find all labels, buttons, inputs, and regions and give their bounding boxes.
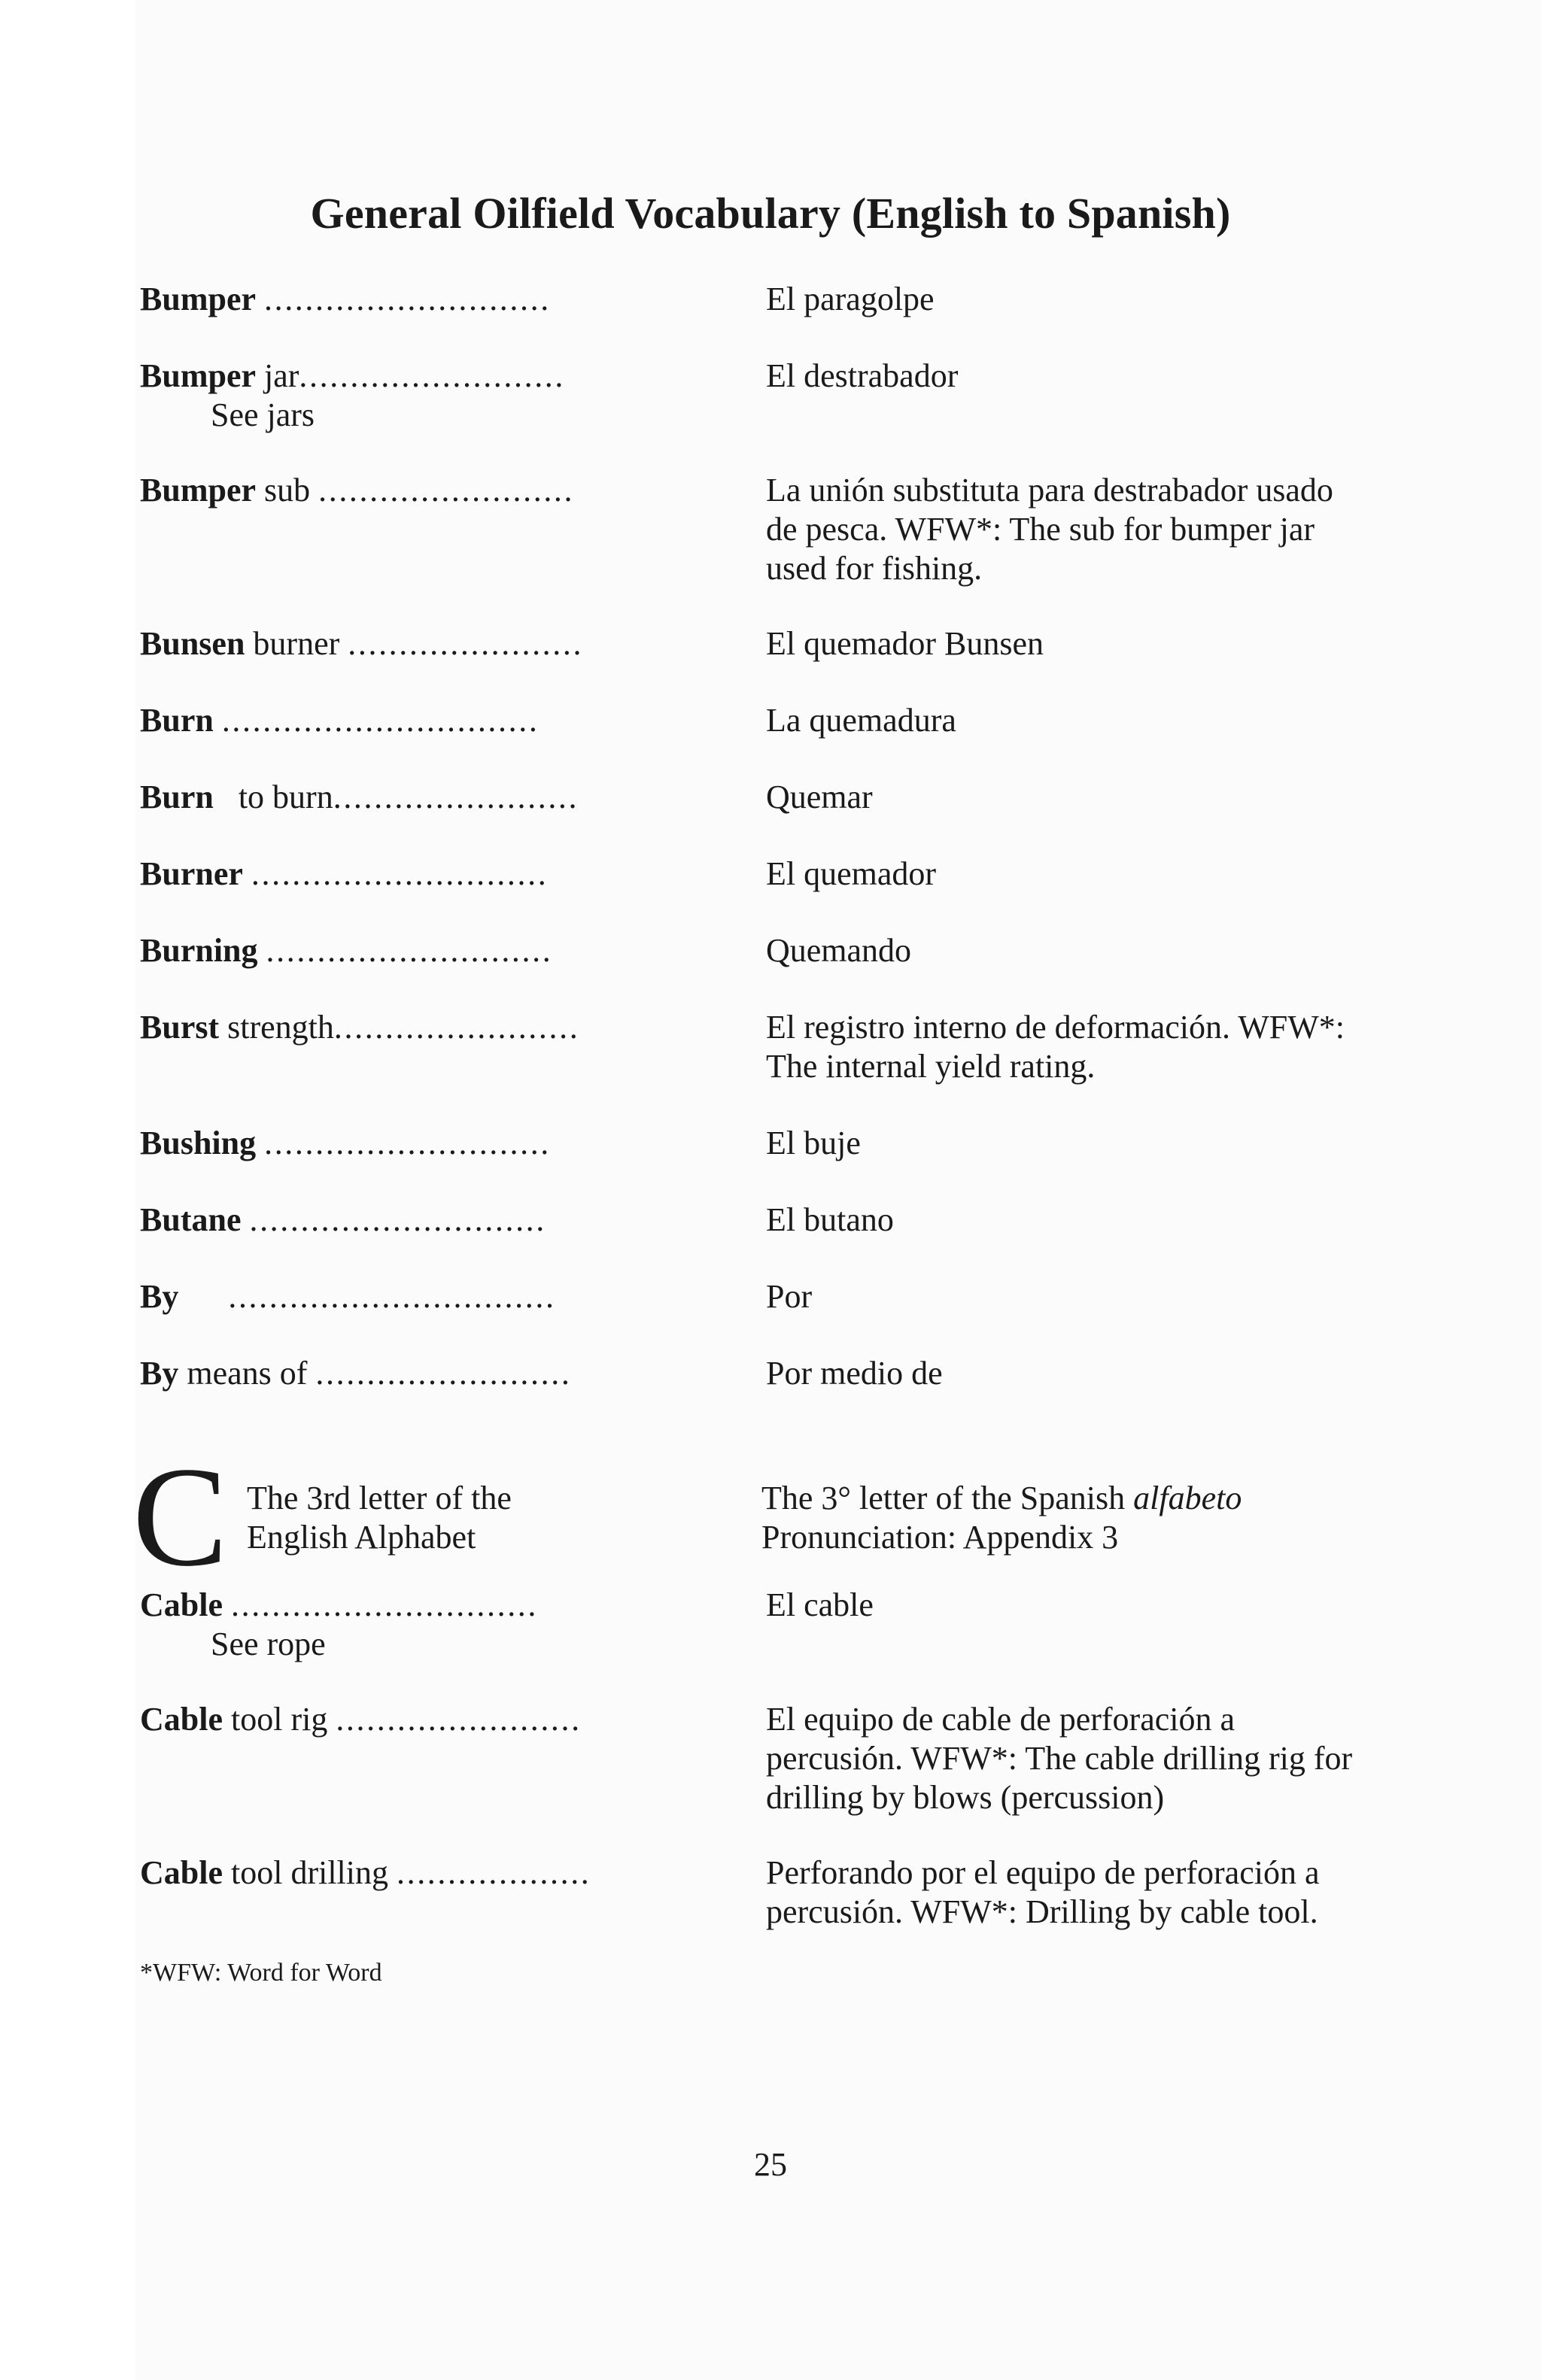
dot-leader: .......................... [299,357,566,394]
definition-line: percusión. WFW*: Drilling by cable tool. [766,1893,1318,1930]
footnote: *WFW: Word for Word [140,1959,382,1987]
definition-line: The internal yield rating. [766,1048,1096,1085]
spanish-definition [766,1277,1398,1316]
term-remainder [258,932,266,969]
english-term [140,778,761,817]
page-number: 25 [754,2146,787,2183]
term-remainder [256,281,264,317]
term-headword: Bumper [140,357,256,394]
definition-line: El butano [766,1201,894,1238]
definition-line: El equipo de cable de perforación a [766,1701,1236,1738]
section-english-line: The 3rd letter of the [247,1480,512,1516]
term-remainder [241,1201,249,1238]
definition-line: El quemador Bunsen [766,625,1044,662]
spanish-definition [766,1201,1398,1240]
english-term [140,1853,761,1893]
definition-line: Quemando [766,932,912,969]
spanish-definition [766,471,1398,588]
definition-line: El paragolpe [766,281,935,317]
definition-line: Por [766,1278,813,1315]
definition-line: used for fishing. [766,550,983,587]
section-spanish-italic: alfabeto [1133,1480,1242,1516]
english-term [140,931,761,970]
section-spanish-prefix: The 3° letter of the Spanish [761,1480,1134,1516]
definition-line: El registro interno de deformación. WFW*: [766,1009,1345,1046]
dot-leader: ............................... [221,702,540,739]
term-remainder: strength [219,1009,334,1046]
english-term [140,1008,761,1047]
definition-line: Quemar [766,779,873,815]
spanish-definition [766,778,1398,817]
section-spanish-line [761,1479,1242,1518]
spanish-definition [766,357,1398,396]
definition-line: de pesca. WFW*: The sub for bumper jar [766,511,1315,548]
term-remainder [178,1278,228,1315]
definition-line: El destrabador [766,357,959,394]
english-term [140,280,761,319]
spanish-definition [766,701,1398,740]
term-remainder: tool drilling [223,1854,397,1891]
term-headword: Cable [140,1586,223,1623]
term-headword: Bumper [140,281,256,317]
term-remainder [256,1125,264,1161]
english-term [140,855,761,894]
term-headword: Burner [140,855,243,892]
dot-leader: ........................ [333,779,579,815]
term-remainder [223,1586,231,1623]
spanish-definition [766,1124,1398,1163]
term-remainder: tool rig [223,1701,336,1738]
spanish-definition [766,1700,1398,1817]
english-term [140,1277,761,1316]
english-term [140,1700,761,1739]
section-spanish-line: Pronunciation: Appendix 3 [761,1519,1119,1556]
dot-leader: ........................ [333,1009,580,1046]
term-remainder: burner [245,625,348,662]
definition-line: El quemador [766,855,937,892]
spanish-definition [766,931,1398,970]
page-title: General Oilfield Vocabulary (English to Spanish) [310,189,1231,238]
english-term [140,1354,761,1393]
english-term [140,624,761,663]
spanish-definition [766,855,1398,894]
definition-line: La quemadura [766,702,956,739]
term-headword: By [140,1278,179,1315]
english-term [140,357,761,396]
term-headword: Bunsen [140,625,245,662]
dot-leader: ............................ [266,932,553,969]
definition-line: El cable [766,1586,874,1623]
english-term [140,1201,761,1240]
term-remainder: jar [256,357,299,394]
term-remainder [243,855,251,892]
cross-reference: See jars [211,396,315,433]
dot-leader: ............................. [251,855,549,892]
term-remainder: sub [256,472,319,508]
spanish-definition [766,280,1398,319]
spanish-definition [766,1853,1398,1932]
section-english-note [247,1479,512,1557]
dot-leader: ....................... [348,625,584,662]
dot-leader: ......................... [315,1355,572,1392]
dot-leader: .............................. [231,1586,538,1623]
definition-line: Perforando por el equipo de perforación a [766,1854,1320,1891]
term-headword: Butane [140,1201,242,1238]
section-letter: C [132,1438,228,1596]
dot-leader: ................................ [228,1278,556,1315]
spanish-definition [766,1354,1398,1393]
section-english-line: English Alphabet [247,1519,476,1556]
spanish-definition [766,1586,1398,1625]
term-headword: Burst [140,1009,220,1046]
dot-leader: ......................... [318,472,575,508]
term-headword: Burn [140,702,214,739]
spanish-definition [766,1008,1398,1086]
term-headword: Bushing [140,1125,257,1161]
term-remainder: to burn [213,779,333,815]
dot-leader: ................... [397,1854,591,1891]
english-term [140,701,761,740]
definition-line: drilling by blows (percussion) [766,1779,1165,1816]
term-headword: Burn [140,779,214,815]
dot-leader: ............................ [264,281,551,317]
definition-line: La unión substituta para destrabador usado [766,472,1333,508]
dot-leader: ........................ [336,1701,582,1738]
dot-leader: ............................ [264,1125,551,1161]
term-headword: Burning [140,932,258,969]
cross-reference: See rope [211,1626,326,1662]
spanish-definition [766,624,1398,663]
definition-line: El buje [766,1125,861,1161]
definition-line: percusión. WFW*: The cable drilling rig for [766,1740,1353,1777]
term-remainder [214,702,222,739]
dot-leader: ............................. [249,1201,546,1238]
english-term [140,1124,761,1163]
english-term [140,471,761,510]
section-spanish-note [761,1479,1242,1557]
term-headword: Bumper [140,472,256,508]
english-term [140,1586,761,1625]
term-headword: By [140,1355,179,1392]
term-headword: Cable [140,1854,223,1891]
definition-line: Por medio de [766,1355,943,1392]
term-headword: Cable [140,1701,223,1738]
term-remainder: means of [178,1355,316,1392]
